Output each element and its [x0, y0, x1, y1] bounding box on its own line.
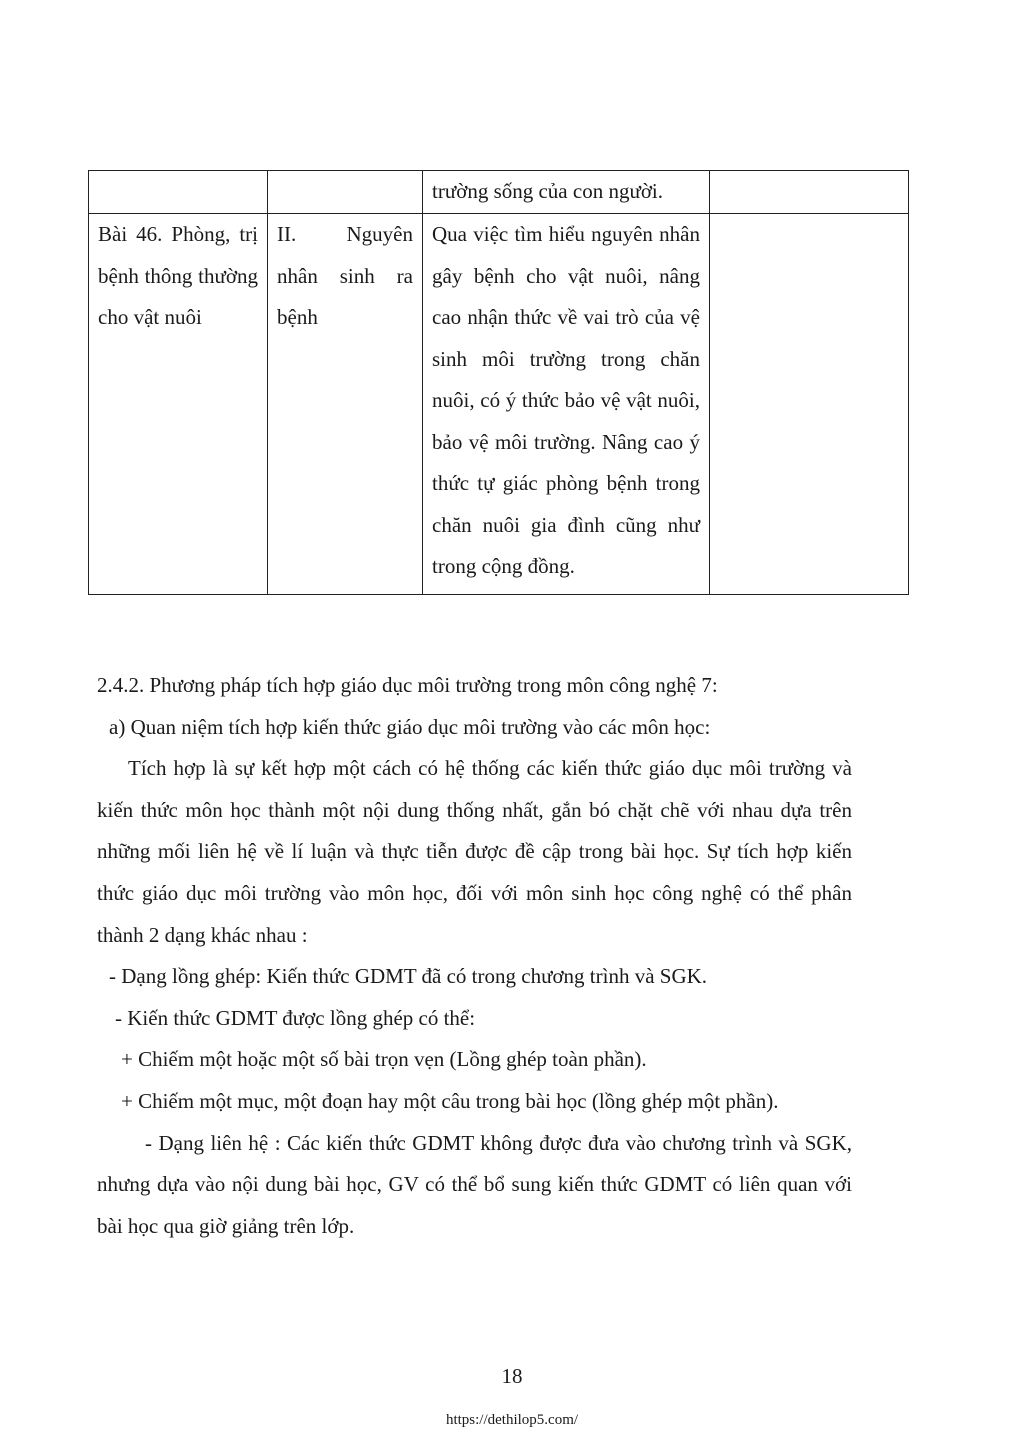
bullet-item: - Kiến thức GDMT được lồng ghép có thể:	[115, 1005, 476, 1030]
note-cell	[710, 171, 909, 214]
lesson-table	[88, 170, 909, 595]
section-cell	[268, 171, 423, 214]
sub-bullet-item: + Chiếm một hoặc một số bài trọn vẹn (Lồng ghép toàn phần).	[121, 1047, 647, 1072]
section-heading: 2.4.2. Phương pháp tích hợp giáo dục môi trường trong môn công nghệ 7:	[97, 673, 718, 697]
lesson-cell: Bài 46. Phòng, trị bệnh thông thường cho vật nuôi	[89, 214, 268, 595]
bullet-item: - Dạng liên hệ : Các kiến thức GDMT không được đưa vào chương trình và SGK, nhưng dựa vào nội dung bài học, GV có thể bổ sung kiến thức GDMT có liên quan với bài học qua giờ giảng trên lớp.	[97, 1130, 852, 1238]
content-cell: Qua việc tìm hiểu nguyên nhân gây bệnh cho vật nuôi, nâng cao nhận thức về vai trò của vệ sinh môi trường trong chăn nuôi, có ý thức bảo vệ vật nuôi, bảo vệ môi trường. Nâng cao ý thức tự giác phòng bệnh trong chăn nuôi gia đình cũng như trong cộng đồng.	[423, 214, 710, 595]
body-text	[97, 665, 852, 1247]
paragraph: Tích hợp là sự kết hợp một cách có hệ thống các kiến thức giáo dục môi trường và kiến thức môn học thành một nội dung thống nhất, gắn bó chặt chẽ với nhau dựa trên những mối liên hệ về lí luận và thực tiễn được đề cập trong bài học. Sự tích hợp kiến thức giáo dục môi trường vào môn học, đối với môn sinh học công nghệ có thể phân thành 2 dạng khác nhau :	[97, 756, 852, 947]
sub-bullet-item: + Chiếm một mục, một đoạn hay một câu trong bài học (lồng ghép một phần).	[121, 1088, 779, 1113]
note-cell	[710, 214, 909, 595]
table-row	[89, 214, 909, 595]
table-row	[89, 171, 909, 214]
footer-url: https://dethilop5.com/	[445, 1412, 579, 1428]
section-cell: II. Nguyên nhân sinh ra bệnh	[268, 214, 423, 595]
page-number: 18	[501, 1364, 523, 1388]
content-cell: trường sống của con người.	[423, 171, 710, 214]
lesson-cell	[89, 171, 268, 214]
bullet-item: - Dạng lồng ghép: Kiến thức GDMT đã có trong chương trình và SGK.	[109, 964, 708, 989]
subsection-heading: a) Quan niệm tích hợp kiến thức giáo dục môi trường vào các môn học:	[109, 714, 711, 739]
